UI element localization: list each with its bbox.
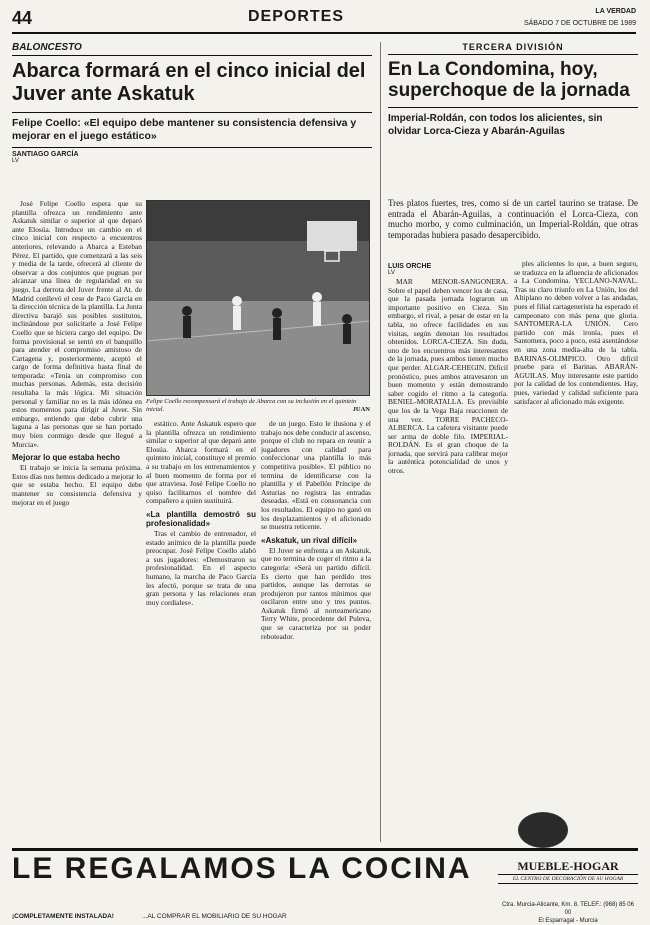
paper-name: LA VERDAD [595, 8, 636, 15]
section-title: DEPORTES [248, 8, 345, 25]
left-col1-text: José Felipe Coello espera que su plantilla ofrezca un rendimiento ante Askatuk similar o superior al que deparó ante Elosúa. Introduce un cambio en el cinco inicial con respecto a encuentros anteriores, relevando a Abarca a Esteban Pérez. El partido, que comenzará a las seis y media de la tarde, ofrecerá al cliente de observar a dos conjuntos que pugnan por alcanzar una línea de regularidad en su juego. La derrota del Juver frente al At. de Madrid conllevó el cese de Paco García en la dirección técnica de la plantilla. La Junta directiva barajó sus posibles sustitutos, inclinándose por solicitarle a José Felipe Coello que se hiciera cargo del equipo. De forma provisional se sentó en el banquillo para atender el compromiso amistoso de Cartagena y, posteriormente, aceptó el cargo de forma definitiva hasta final de temporada: «Tenía un compromiso con muchas personas. Además, esta decisión resultaba la más lógica. Mi situación personal y familiar no es la más idónea en estos momentos para dirigir al Juver. Sin embargo, entiendo que debo cubrir una laguna a las personas que se han portado muy bien conmigo desde que llegué a Murcia». [12, 200, 142, 449]
ad-address-line2: El Esparragal - Murcia [538, 918, 598, 924]
left-deck: Felipe Coello: «El equipo debe mantener su consistencia defensiva y mejorar en el juego estático» [12, 112, 372, 148]
right-kicker: TERCERA DIVISIÓN [388, 42, 638, 55]
left-byline: SANTIAGO GARCÍA [12, 151, 79, 158]
column-divider [380, 42, 381, 842]
ad-headline: LE REGALAMOS LA COCINA [12, 852, 472, 885]
advertisement [12, 848, 638, 924]
left-col3-subhead: «Askatuk, un rival difícil» [261, 535, 358, 545]
left-col2-subhead: «La plantilla demostró su profesionalidad» [146, 509, 256, 528]
photo-credit: JUAN [352, 406, 370, 413]
left-origin: LV [12, 158, 19, 164]
caption-text: Felipe Coello recompensará el trabajo de Abarca con su inclusión en el quinteto inicial. [146, 398, 357, 413]
ad-logo-text: MUEBLE-HOGAR [517, 859, 619, 873]
left-col1-text-b: El trabajo se inicia la semana próxima. Estos días nos hemos dedicado a mejorar lo que se estaba hecho. El equipo debe mantener su consistencia defensiva y mejorar en el juego [12, 463, 142, 507]
ad-ornament [518, 812, 568, 848]
ad-tagline-2: ...AL COMPRAR EL MOBILIARIO DE SU HOGAR [142, 913, 287, 920]
left-column-2 [146, 420, 256, 840]
left-col2-text-b: Tras el cambio de entrenador, el estado anímico de la plantilla puede preocupar. José Felipe Coello alabó a sus jugadores: «Demostraron su profesionalidad. En el aspecto humano, la marcha de Paco García les afectó, porque se trata de una gran persona y las relaciones eran muy cordiales». [146, 528, 256, 607]
left-story-head [12, 42, 372, 166]
right-story-head [388, 42, 638, 138]
photo-scene [147, 201, 370, 396]
right-col1-text: MAR MENOR-SANGONERA. Sobre el papel deben vencer los de casa, que la pasada jornada lograron un importante positivo en Cieza. Sin embargo, el rival, a pesar de estar en la tabla, no ofrece facilidades en sus visitas, según denotan los resultados obtenidos. LORCA-CIEZA. Sin duda, uno de los encuentros más interesantes de la jornada, pues ambos tienen mucho que perder. ALGAR-CEHEGIN. Difícil pronóstico, pues ambos atravesaron un buen momento y están demostrando saber cogido el ritmo a la categoría. BENIEL-MORATALLA. Es previsible que los de la Vega Baja reaccionen de una vez. TORRE PACHECO-ALBERCA. La cafetera visitante puede ser arma de doble filo. IMPERIAL-ROLDÁN. Es el gran choque de la jornada, que servirá para calibrar mejor la auténtica potencialidad de unos y otros. [388, 277, 508, 476]
left-kicker: BALONCESTO [12, 42, 372, 56]
right-origin: LV [388, 270, 395, 276]
left-column-1 [12, 200, 142, 840]
photo-caption [146, 398, 370, 414]
left-col2-text: estático. Ante Askatuk espero que la plantilla ofrezca un rendimiento similar o superior al que deparó ante Elosúa. Abarca formará en el quinteto inicial, constituye el premio a su trabajo en los entrenamientos y al buen momento de forma por el que atraviesa. José Felipe Coello no quiso facilitarnos el nombre del compañero a quien sustituirá. [146, 420, 256, 506]
right-lead: Tres platos fuertes, tres, como si de un cartel taurino se tratase. De entrada el Abarán-Aguilas, a continuación el Lorca-Cieza, con mucho morbo, y como culminación, un Imperial-Roldán, que otras temporadas hubiera pasado desapercibido. [388, 198, 638, 240]
ad-logo-sub: EL CENTRO DE DECORACIÓN DE SU HOGAR [498, 874, 638, 884]
right-col2-text: ples alicientes lo que, a buen seguro, se traduzca en la afluencia de aficionados a La Condomina. YECLANO-NAVAL. Tras su claro triunfo en La Unión, los del Altiplano no deben volver a las andadas, pues el filial cartagenerista ha esperado el campeonato con más pena que gloria. SANTOMERA-LA UNIÓN. Cero partido con más ironía, pues el Santomera, poco a poco, está asentándose en una zona media-alta de la tabla. BARINAS-OLIMPICO. Otro difícil pruebe para el Barinas. ABARÁN-AGUILAS. Muy interesante este partido por la calidad de los contendientes. Hay, pues, variedad y calidad suficiente para satisfacer al aficionado más exigente. [514, 260, 638, 406]
left-col3-text: de un juego. Esto le ilusiona y el trabajo nos debe conducir al ascenso, porque el club no repara en reunir a jugadores con calidad para confeccionar una plantilla lo más competitiva posible». El público no termina de identificarse con la plantilla y el Pabellón Príncipe de Asturias no registra las entradas deseadas. «Está en consonancia con los resultados. El equipo no ganó en los desplazamientos y el aficionado se muestra reticente. [261, 420, 371, 532]
right-column-2 [514, 260, 638, 840]
left-col1-subhead: Mejorar lo que estaba hecho [12, 453, 121, 463]
page-header [12, 8, 636, 34]
basketball-photo [146, 200, 370, 396]
left-headline: Abarca formará en el cinco inicial del Juver ante Askatuk [12, 60, 366, 105]
left-col3-text-b: El Juver se enfrenta a un Askatuk, que no termina de coger el ritmo a la categoría: «Será un partido difícil. Es cierto que han perdido tres partidos, aunque las derrotas se produjeron por tantos mínimos que oscilaron entre uno y tres puntos. Askatuk firmó al norteamericano Terry White, procedente del Puleva, que se caracteriza por su poder reboteador. [261, 545, 371, 641]
ad-address [498, 901, 638, 925]
ad-logo [498, 859, 638, 884]
ad-address-line1: Ctra. Murcia-Alicante, Km. 8. TELEF.: (968) 85 06 00 [502, 902, 634, 916]
page-number: 44 [12, 8, 33, 28]
left-column-3 [261, 420, 371, 840]
ad-tagline-1: ¡COMPLETAMENTE INSTALADA! [12, 913, 114, 920]
issue-date: SÁBADO 7 DE OCTUBRE DE 1989 [523, 20, 636, 27]
right-column-1 [388, 260, 508, 840]
right-byline: LUIS ORCHE [388, 263, 432, 270]
right-headline: En La Condomina, hoy, superchoque de la jornada [388, 59, 630, 101]
right-deck: Imperial-Roldán, con todos los alicientes, sin olvidar Lorca-Cieza y Abarán-Aguilas [388, 107, 638, 138]
